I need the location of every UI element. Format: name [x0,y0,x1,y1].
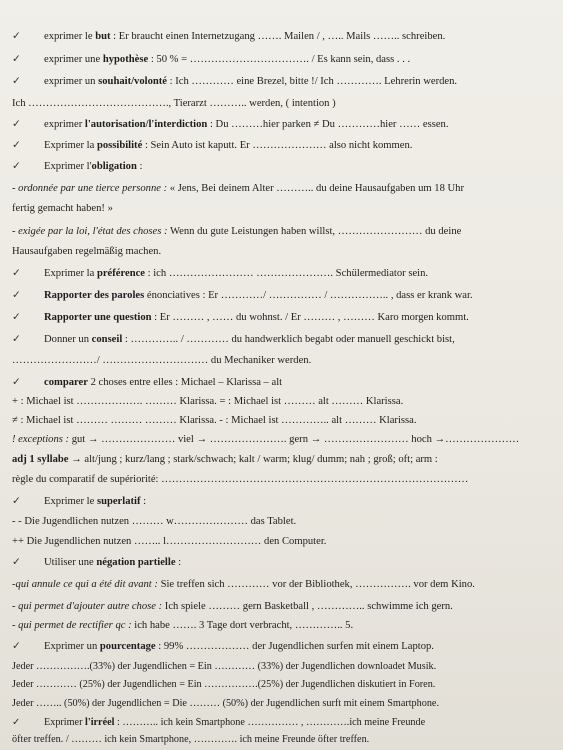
worksheet-line [0,289,563,302]
worksheet-line [0,75,563,88]
checkmark-icon: ✓ [12,119,21,130]
line-text: + : Michael ist ………………. ……… Klarissa. = : Michael ist ……… alt ……… Klarissa. [12,396,404,407]
line-text: Jeder …….. (50%) der Jugendlichen = Die ……… (50%) der Jugendlichen surft mit einem Smartphone. [12,698,440,709]
line-text: : ………….. / ………… du handwerklich begabt oder manuell geschickt bist, [122,334,455,345]
line-text: Utiliser une [44,557,97,568]
line-text: : 99% ……………… der Jugendlichen surfen mit einem Laptop. [155,641,434,652]
line-text: énonciatives : Er …………/ …………… / …………….. , dass er krank war. [144,290,473,301]
worksheet-line [0,678,563,691]
checkmark-icon: ✓ [12,31,21,42]
line-keyword: hypothèse [102,54,149,65]
line-text: Exprimer la [44,268,97,279]
line-text: Jeder ………… (25%) der Jugendlichen = Ein …………….(25%) der Jugendlichen diskutiert in Foren. [12,679,436,690]
line-text: Donner un [44,334,92,345]
line-keyword: Rapporter des paroles [44,290,145,301]
worksheet-line [0,225,563,238]
worksheet-line [0,139,563,152]
line-text: « Jens, Bei deinem Alter ……….. du deine Hausaufgaben um 18 Uhr [167,183,464,194]
worksheet-line [0,473,563,486]
line-text: ≠ : Michael ist ……… ……… ……… Klarissa. - : Michael ist ………….. alt ……… Klarissa. [12,415,417,426]
worksheet-line [0,640,563,653]
line-text: : Ich ………… eine Brezel, bitte !/ Ich …………. Lehrerin werden. [167,76,458,87]
checkmark-icon: ✓ [12,557,21,568]
line-instruction: -qui annule ce qui a été dit avant : [12,579,158,590]
line-keyword: superlatif [96,496,141,507]
worksheet-line [0,267,563,280]
checkmark-icon: ✓ [12,641,21,652]
line-text: : [136,161,143,172]
line-text: Exprimer l' [44,161,92,172]
worksheet-line [0,619,563,632]
worksheet-line [0,535,563,548]
line-text: Exprimer un [44,641,100,652]
worksheet-line [0,515,563,528]
line-text: : Sein Auto ist kaputt. Er ………………… also nicht kommen. [142,140,413,151]
checkmark-icon: ✓ [12,334,21,345]
line-text: : [140,496,147,507]
line-keyword: souhait/volonté [98,76,168,87]
line-text: Hausaufgaben regelmäßig machen. [12,246,162,257]
worksheet-line [0,202,563,215]
line-text: : [175,557,182,568]
checkmark-icon: ✓ [12,290,21,301]
checkmark-icon: ✓ [12,268,21,279]
line-text: Sie treffen sich ………… vor der Bibliothek, ……………. vor dem Kino. [157,579,475,590]
worksheet-line [0,578,563,591]
worksheet-line [0,495,563,508]
line-text: ich habe ……. 3 Tage dort verbracht, ………….. 5. [131,620,354,631]
line-instruction: - qui permet d'ajouter autre chose : [12,601,163,612]
line-text: exprimer [44,119,85,130]
worksheet-line [0,245,563,258]
worksheet-line [0,395,563,408]
line-keyword: Rapporter une question [44,312,152,323]
checkmark-icon: ✓ [12,496,21,507]
line-text: : 50 % = ……………………………. / Es kann sein, dass . . . [148,54,411,65]
line-text: exprimer le [44,31,96,42]
checkmark-icon: ✓ [12,140,21,151]
line-text: Exprimer [44,717,86,728]
line-text: : Er ……… , …… du wohnst. / Er ……… , ……… Karo morgen kommt. [151,312,469,323]
checkmark-icon: ✓ [12,377,21,388]
worksheet-line [0,333,563,346]
line-keyword: l'irréel [85,717,115,728]
checkmark-icon: ✓ [12,312,21,323]
worksheet-line [0,354,563,367]
line-text: - - Die Jugendlichen nutzen ……… w………………… das Tablet. [12,516,297,527]
checkmark-icon: ✓ [12,717,21,728]
line-keyword: l'autorisation/l'interdiction [84,119,208,130]
line-text: Exprimer la [44,140,97,151]
worksheet-line [0,160,563,173]
checkmark-icon: ✓ [12,161,21,172]
worksheet-line [0,414,563,427]
worksheet-line [0,53,563,66]
worksheet-line [0,182,563,195]
line-text: fertig gemacht haben! » [12,203,113,214]
line-keyword: adj 1 syllabe [12,454,69,465]
line-text: : ich …………………… …………………. Schülermediator sein. [145,268,429,279]
line-text: : ……….. ich kein Smartphone …………… , ………….ich meine Freunde [114,717,426,728]
line-text: exprimer une [44,54,103,65]
line-instruction: - ordonnée par une tierce personne : [12,183,168,194]
worksheet-line [0,376,563,389]
line-instruction: ! exceptions : [12,434,70,445]
line-text: ……………………/ ………………………… du Mechaniker werden. [12,355,312,366]
checkmark-icon: ✓ [12,76,21,87]
line-text: gut → ………………… viel → …………………. gern → …………………… hoch →………………… [69,434,520,445]
worksheet-line [0,733,563,746]
line-text: Ich …………………………………., Tierarzt ……….. werden, ( intention ) [12,98,336,109]
line-keyword: obligation [91,161,137,172]
worksheet-line [0,600,563,613]
line-text: règle du comparatif de supériorité: …………………………………………………………………………… [12,474,469,485]
checkmark-icon: ✓ [12,54,21,65]
worksheet-line [0,660,563,673]
line-text: Wenn du gute Leistungen haben willst, …………………… du deine [167,226,462,237]
line-text: Exprimer le [44,496,97,507]
line-text: öfter treffen. / ……… ich kein Smartphone, …………. ich meine Freunde öfter treffen. [12,734,370,745]
line-keyword: but [95,31,111,42]
line-instruction: - exigée par la loi, l'état des choses : [12,226,168,237]
line-keyword: comparer [44,377,88,388]
line-keyword: préférence [96,268,145,279]
line-text: ++ Die Jugendlichen nutzen …….. l……………………… den Computer. [12,536,327,547]
line-text: Jeder …………….(33%) der Jugendlichen = Ein ………… (33%) der Jugendlichen downloadet Musik. [12,661,437,672]
worksheet-line [0,716,563,729]
line-text: exprimer un [44,76,99,87]
worksheet-line [0,118,563,131]
line-text: : Du ………hier parken ≠ Du …………hier …… essen. [207,119,449,130]
line-text: 2 choses entre elles : Michael – Klarissa – alt [87,377,283,388]
line-keyword: négation partielle [96,557,176,568]
worksheet-line [0,697,563,710]
worksheet-line [0,311,563,324]
worksheet-line [0,433,563,446]
line-text: Ich spiele ……… gern Basketball , ………….. schwimme ich gern. [162,601,453,612]
worksheet-line [0,30,563,43]
worksheet-line [0,556,563,569]
worksheet-line [0,453,563,466]
line-keyword: pourcentage [99,641,156,652]
worksheet-line [0,97,563,110]
line-text: : Er braucht einen Internetzugang ……. Mailen / , ….. Mails …….. schreiben. [110,31,446,42]
line-keyword: conseil [91,334,123,345]
line-keyword: possibilité [96,140,143,151]
line-instruction: - qui permet de rectifier qc : [12,620,132,631]
line-text: → alt/jung ; kurz/lang ; stark/schwach; kalt / warm; klug/ dumm; nah ; groß; oft; arm : [68,454,438,465]
